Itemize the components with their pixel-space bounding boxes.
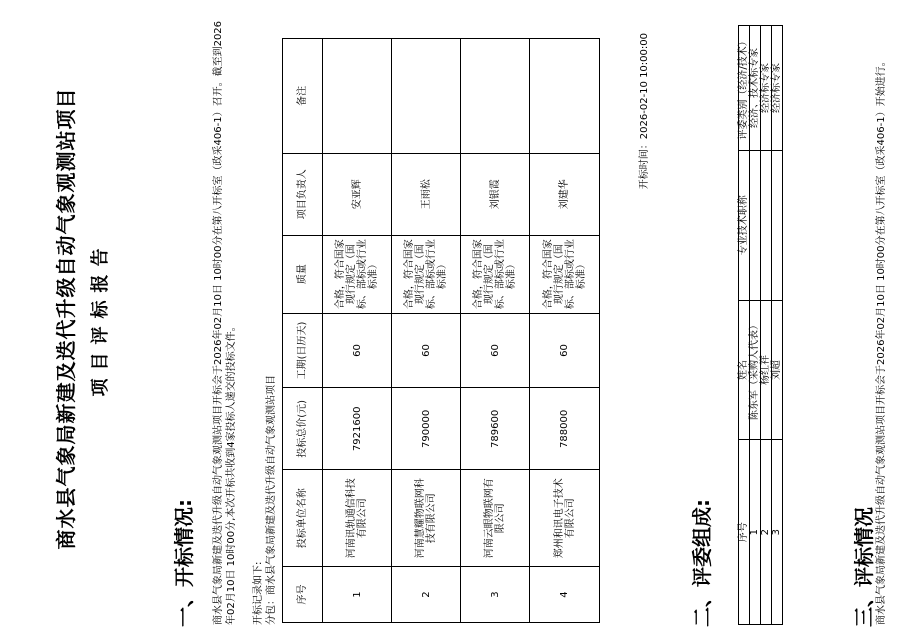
section-1-heading: 一、开标情况: [172,499,196,627]
committee-table-header [739,26,750,625]
cell-quality: 合格，符合国家现行规定（国标、部标或行业标准） [323,235,392,313]
cell-no: 1 [750,440,761,625]
section-3-paragraph: 商水县气象局新建及迭代升级自动气象观测站项目开标会于2026年02月10日 10时00分在第八开标室（政采406-1）开始进行。 [876,56,887,625]
col-title: 专业技术职称 [739,150,750,300]
cell-manager: 刘建华 [530,153,600,235]
cell-manager: 安亚辉 [323,153,392,235]
report-subtitle: 项目评标报告 [90,240,111,397]
cell-manager: 王雨松 [392,153,461,235]
committee-table [738,25,783,625]
col-period: 工期(日历天) [283,313,323,388]
table-row [772,26,783,625]
cell-bidder: 郑州和讯电子技术有限公司 [530,470,600,567]
cell-remark [530,39,600,154]
cell-price: 788000 [530,388,600,470]
col-bidder: 投标单位名称 [283,470,323,567]
cell-period: 60 [530,313,600,388]
col-no: 序号 [739,440,750,625]
cell-quality: 合格，符合国家现行规定（国标、部标或行业标准） [461,235,530,313]
col-name: 姓名 [739,300,750,440]
cell-quality: 合格，符合国家现行规定（国标、部标或行业标准） [530,235,600,313]
section-1-paragraph: 商水县气象局新建及迭代升级自动气象观测站项目开标会于2026年02月10日 10时00分在第八开标室（政采406-1）召开。截至到2026年02月10日 10时00分,本次开标共收到4家投标人递交的投标文件。 [213,20,237,625]
table-row [461,39,530,623]
col-category: 评委类别（经济/技术） [739,26,750,151]
col-manager: 项目负责人 [283,153,323,235]
lot-label: 分包：商水县气象局新建及迭代升级自动气象观测站项目 [266,375,277,625]
table-row [392,39,461,623]
cell-bidder: 河南云眼物联网有限公司 [461,470,530,567]
cell-bidder: 河南慧耀物联网科技有限公司 [392,470,461,567]
cell-period: 60 [392,313,461,388]
record-intro: 开标记录如下: [253,561,264,625]
cell-remark [392,39,461,154]
cell-name: 陈东军（采购人代表） [750,300,761,440]
cell-no: 3 [772,440,783,625]
cell-category: 经济标专家 [761,26,772,151]
cell-quality: 合格，符合国家现行规定（国标、部标或行业标准） [392,235,461,313]
col-no: 序号 [283,567,323,623]
cell-price: 789600 [461,388,530,470]
cell-bidder: 河南讯轨通信科技有限公司 [323,470,392,567]
col-remark: 备注 [283,39,323,154]
cell-period: 60 [461,313,530,388]
cell-no: 3 [461,567,530,623]
opening-time-value: 2026-02-10 10:00:00 [639,33,650,140]
cell-manager: 刘银霞 [461,153,530,235]
cell-title [761,150,772,300]
cell-name: 刘超 [772,300,783,440]
col-price: 投标总价(元) [283,388,323,470]
cell-price: 7921600 [323,388,392,470]
cell-period: 60 [323,313,392,388]
cell-category: 经济、技术标专家 [750,26,761,151]
cell-no: 2 [761,440,772,625]
section-2-heading: 二、评委组成: [690,499,714,627]
bid-table-header [283,39,323,623]
cell-no: 2 [392,567,461,623]
section-3-heading: 三、评标情况 [852,507,876,627]
cell-title [750,150,761,300]
cell-no: 4 [530,567,600,623]
cell-remark [461,39,530,154]
table-row [761,26,772,625]
opening-time [638,33,651,259]
table-row [323,39,392,623]
cell-name: 杨红祥 [761,300,772,440]
bid-table [282,38,600,623]
cell-remark [323,39,392,154]
opening-time-label: 开标时间： [639,139,650,190]
table-row [530,39,600,623]
report-title: 商水县气象局新建及迭代升级自动气象观测站项目 [54,87,78,550]
cell-no: 1 [323,567,392,623]
cell-price: 790000 [392,388,461,470]
cell-category: 经济标专家 [772,26,783,151]
cell-title [772,150,783,300]
col-quality: 质量 [283,235,323,313]
table-row [750,26,761,625]
